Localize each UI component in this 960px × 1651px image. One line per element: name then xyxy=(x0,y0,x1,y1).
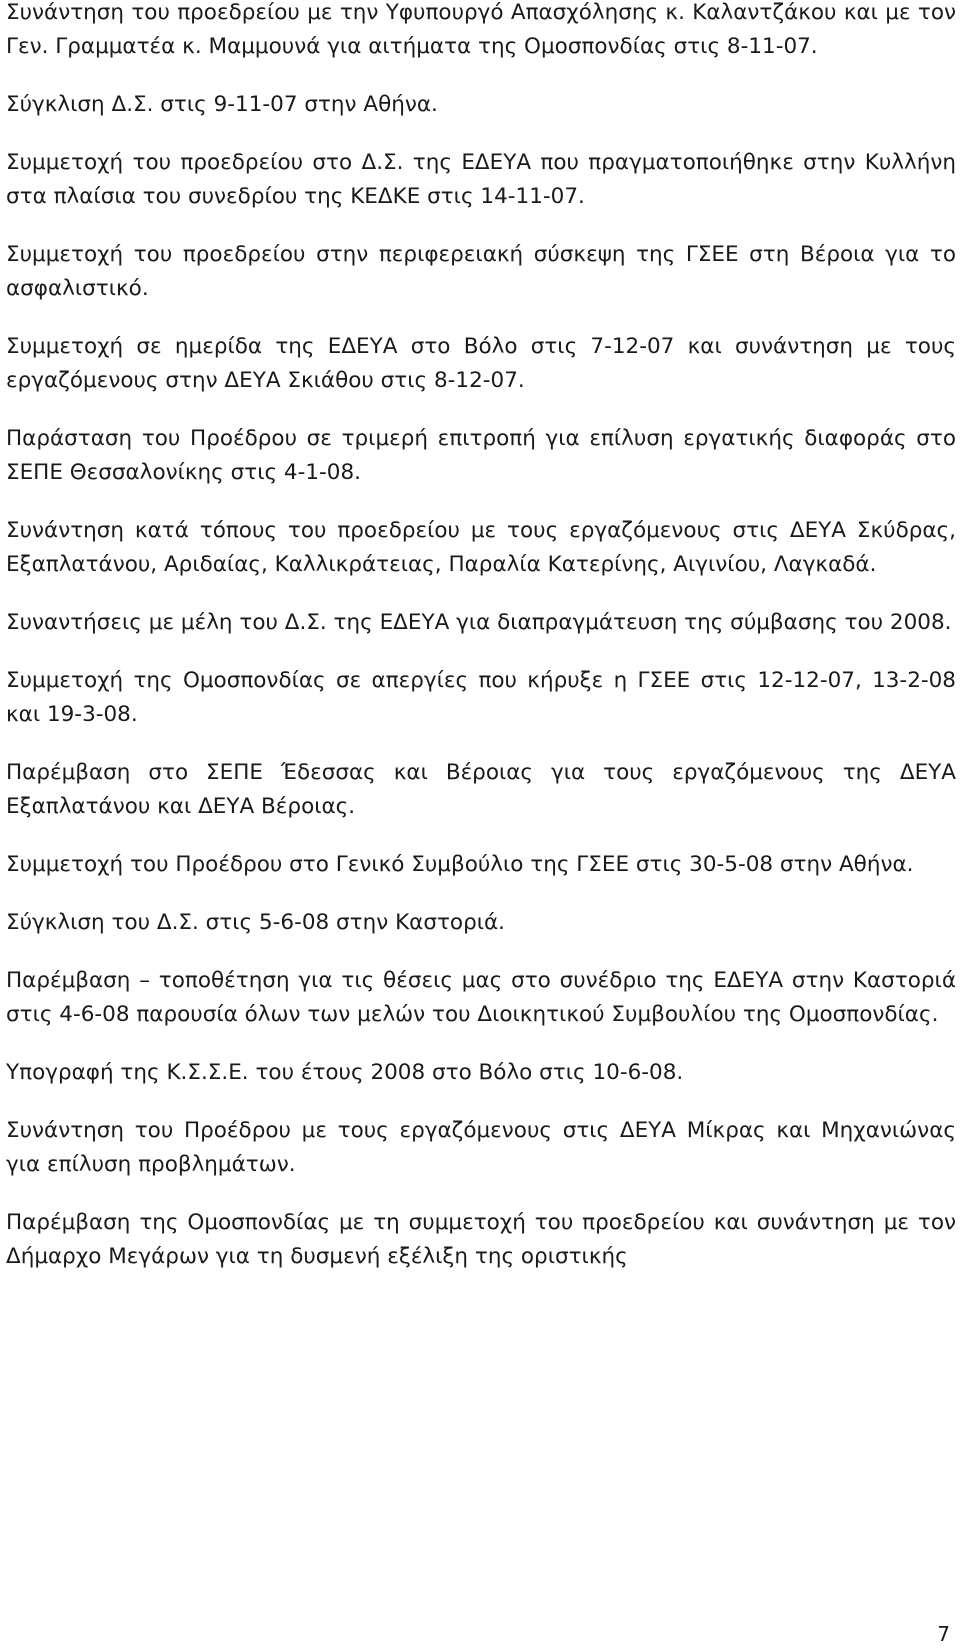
paragraph: Σύγκλιση του Δ.Σ. στις 5-6-08 στην Καστοριά. xyxy=(6,910,506,935)
paragraph: Παράσταση του Προέδρου σε τριμερή επιτροπή για επίλυση εργατικής διαφοράς στο ΣΕΠΕ Θεσσαλονίκης στις 4-1-08. xyxy=(6,426,956,485)
paragraph: Παρέμβαση της Ομοσπονδίας με τη συμμετοχή του προεδρείου και συνάντηση με τον Δήμαρχο Μεγάρων για τη δυσμενή εξέλιξη της οριστικής xyxy=(6,1210,956,1269)
paragraph: Συνάντηση του Προέδρου με τους εργαζόμενους στις ΔΕΥΑ Μίκρας και Μηχανιώνας για επίλυση προβλημάτων. xyxy=(6,1118,956,1177)
paragraph: Συμμετοχή σε ημερίδα της ΕΔΕΥΑ στο Βόλο στις 7-12-07 και συνάντηση με τους εργαζόμενους στην ΔΕΥΑ Σκιάθου στις 8-12-07. xyxy=(6,334,956,393)
paragraph: Συμμετοχή του Προέδρου στο Γενικό Συμβούλιο της ΓΣΕΕ στις 30-5-08 στην Αθήνα. xyxy=(6,852,914,877)
paragraph: Συναντήσεις με μέλη του Δ.Σ. της ΕΔΕΥΑ για διαπραγμάτευση της σύμβασης του 2008. xyxy=(6,610,952,635)
paragraph: Σύγκλιση Δ.Σ. στις 9-11-07 στην Αθήνα. xyxy=(6,92,438,117)
paragraph: Συνάντηση κατά τόπους του προεδρείου με τους εργαζόμενους στις ΔΕΥΑ Σκύδρας, Εξαπλατάνου, Αριδαίας, Καλλικράτειας, Παραλία Κατερίνης, Αιγινίου, Λαγκαδά. xyxy=(6,518,956,577)
document-body xyxy=(6,0,956,1298)
paragraph: Υπογραφή της Κ.Σ.Σ.Ε. του έτους 2008 στο Βόλο στις 10-6-08. xyxy=(6,1060,684,1085)
paragraph: Συνάντηση του προεδρείου με την Υφυπουργό Απασχόλησης κ. Καλαντζάκου και με τον Γεν. Γραμματέα κ. Μαμμουνά για αιτήματα της Ομοσπονδίας στις 8-11-07. xyxy=(6,0,956,59)
paragraph: Συμμετοχή της Ομοσπονδίας σε απεργίες που κήρυξε η ΓΣΕΕ στις 12-12-07, 13-2-08 και 19-3-08. xyxy=(6,668,956,727)
paragraph: Συμμετοχή του προεδρείου στην περιφερειακή σύσκεψη της ΓΣΕΕ στη Βέροια για το ασφαλιστικό. xyxy=(6,242,956,301)
paragraph: Συμμετοχή του προεδρείου στο Δ.Σ. της ΕΔΕΥΑ που πραγματοποιήθηκε στην Κυλλήνη στα πλαίσια του συνεδρίου της ΚΕΔΚΕ στις 14-11-07. xyxy=(6,150,956,209)
page-number: 7 xyxy=(937,1622,950,1646)
paragraph: Παρέμβαση στο ΣΕΠΕ Έδεσσας και Βέροιας για τους εργαζόμενους της ΔΕΥΑ Εξαπλατάνου και ΔΕΥΑ Βέροιας. xyxy=(6,760,956,819)
paragraph: Παρέμβαση – τοποθέτηση για τις θέσεις μας στο συνέδριο της ΕΔΕΥΑ στην Καστοριά στις 4-6-08 παρουσία όλων των μελών του Διοικητικού Συμβουλίου της Ομοσπονδίας. xyxy=(6,968,956,1027)
